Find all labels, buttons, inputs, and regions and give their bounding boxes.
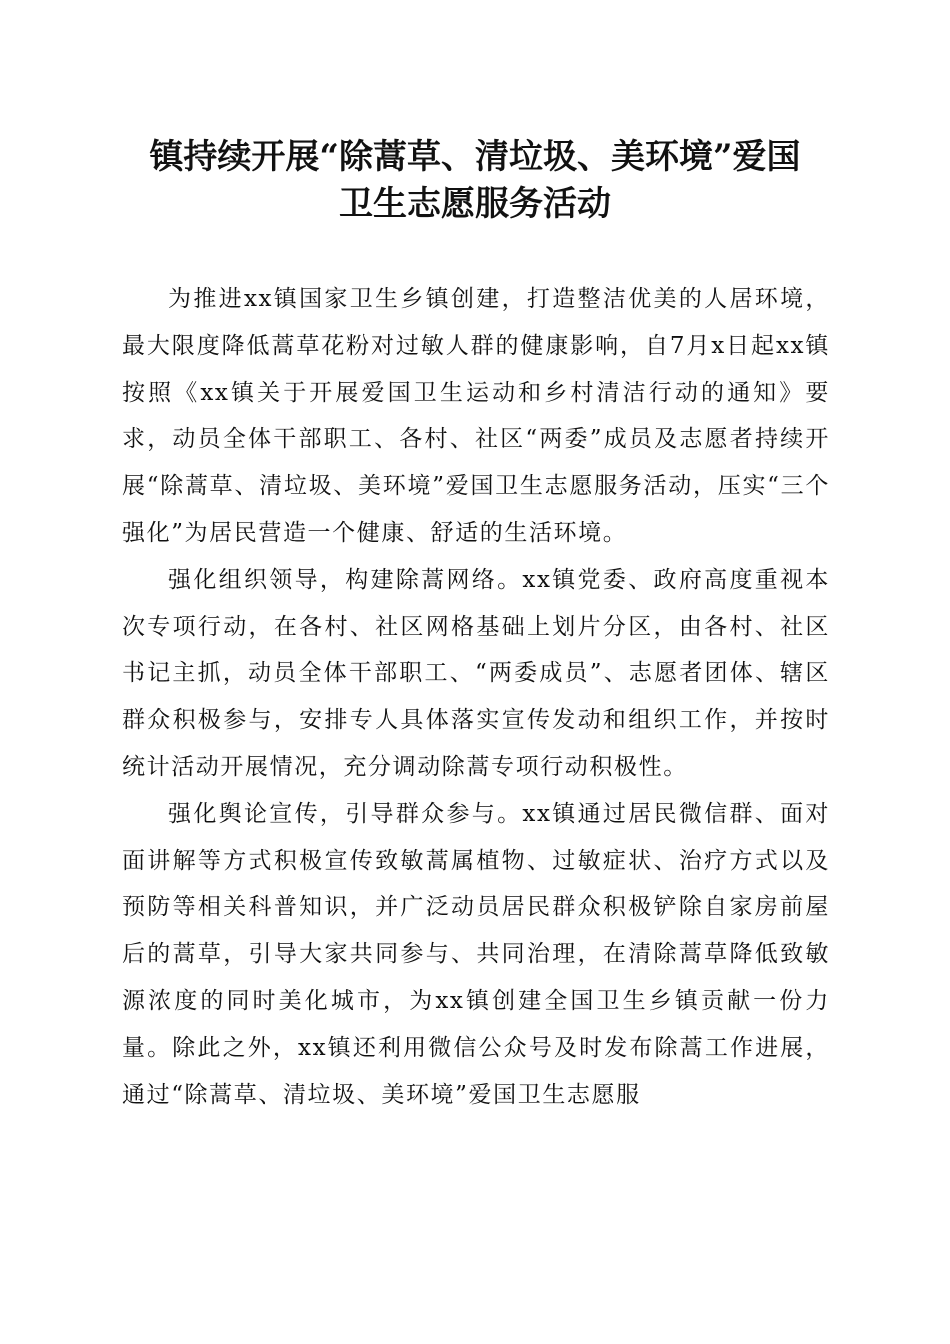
document-body bbox=[122, 276, 830, 1118]
paragraph-organization: 强化组织领导，构建除蒿网络。xx镇党委、政府高度重视本次专项行动，在各村、社区网格基础上划片分区，由各村、社区书记主抓，动员全体干部职工、“两委成员”、志愿者团体、辖区群众积极参与，安排专人具体落实宣传发动和组织工作，并按时统计活动开展情况，充分调动除蒿专项行动积极性。 bbox=[122, 566, 830, 780]
paragraph-intro: 为推进xx镇国家卫生乡镇创建，打造整洁优美的人居环境，最大限度降低蒿草花粉对过敏人群的健康影响，自7月x日起xx镇按照《xx镇关于开展爱国卫生运动和乡村清洁行动的通知》要求，动员全体干部职工、各村、社区“两委”成员及志愿者持续开展“除蒿草、清垃圾、美环境”爱国卫生志愿服务活动，压实“三个强化”为居民营造一个健康、舒适的生活环境。 bbox=[122, 286, 830, 546]
paragraph-publicity: 强化舆论宣传，引导群众参与。xx镇通过居民微信群、面对面讲解等方式积极宣传致敏蒿属植物、过敏症状、治疗方式以及预防等相关科普知识，并广泛动员居民群众积极铲除自家房前屋后的蒿草，引导大家共同参与、共同治理，在清除蒿草降低致敏源浓度的同时美化城市，为xx镇创建全国卫生乡镇贡献一份力量。除此之外，xx镇还利用微信公众号及时发布除蒿工作进展，通过“除蒿草、清垃圾、美环境”爱国卫生志愿服 bbox=[122, 800, 830, 1108]
title-line-2: 卫生志愿服务活动 bbox=[339, 184, 611, 224]
document-title bbox=[100, 134, 850, 228]
title-line-1: 镇持续开展“除蒿草、清垃圾、美环境”爱国 bbox=[149, 137, 801, 177]
